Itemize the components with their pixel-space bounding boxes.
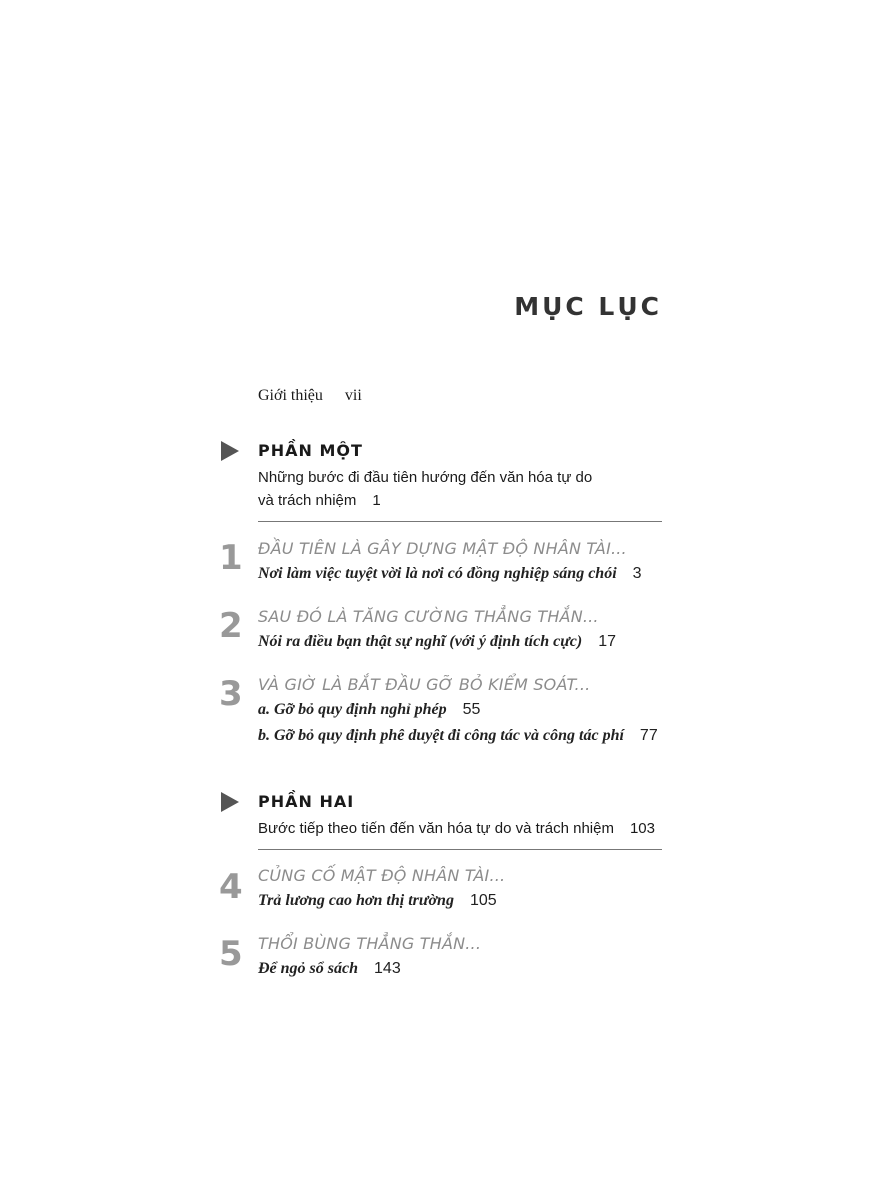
chapter-subtitle [258,960,401,978]
chapter-subtitle-b [258,727,658,745]
page-title: MỤC LỤC [514,292,662,321]
intro-page-number: vii [344,387,362,404]
chapter-number: 4 [219,867,243,907]
chapter-number: 1 [219,538,243,578]
part-one-title: PHẦN MỘT [258,441,363,460]
chapter-subtitle-text: Nơi làm việc tuyệt vời là nơi có đồng nghiệp sáng chói [258,565,617,582]
toc-entry-introduction [258,387,362,405]
chapter-subtitle-text: Trả lương cao hơn thị trường [258,892,454,909]
chapter-heading: THỔI BÙNG THẲNG THẮN... [258,934,482,953]
part-one-subtitle-line1: Những bước đi đầu tiên hướng đến văn hóa tự do [258,469,593,486]
part-one-subtitle [258,466,592,512]
chapter-page-number: 105 [469,892,497,909]
chapter-number: 3 [219,674,243,714]
part-two-title: PHẦN HAI [258,792,355,811]
chapter-page-number: 77 [639,727,658,744]
part-one-page-number: 1 [372,492,381,509]
chapter-page-number: 3 [632,565,642,582]
part-two-subtitle-text: Bước tiếp theo tiến đến văn hóa tự do và trách nhiệm [258,820,614,837]
chapter-subtitle-a [258,701,480,719]
part-two-subtitle [258,817,655,840]
chapter-page-number: 17 [598,633,617,650]
chapter-number: 5 [219,934,243,974]
part-one-subtitle-line2 [258,489,592,512]
section-divider [258,849,662,850]
chapter-subtitle [258,633,616,651]
part-marker-icon [221,441,239,461]
chapter-heading: CỦNG CỐ MẬT ĐỘ NHÂN TÀI... [258,866,506,885]
chapter-subtitle [258,892,497,910]
chapter-number: 2 [219,606,243,646]
chapter-page-number: 55 [462,701,481,718]
chapter-subtitle-text: Nói ra điều bạn thật sự nghĩ (với ý định tích cực) [258,633,583,650]
part-two-page-number: 103 [629,820,655,837]
chapter-subtitle-text: Để ngỏ sổ sách [258,960,359,977]
chapter-heading: VÀ GIỜ LÀ BẮT ĐẦU GỠ BỎ KIỂM SOÁT... [258,675,591,694]
chapter-subtitle-text: a. Gỡ bỏ quy định nghỉ phép [258,701,447,718]
section-divider [258,521,662,522]
part-marker-icon [221,792,239,812]
chapter-page-number: 143 [374,960,401,977]
chapter-subtitle [258,565,642,583]
chapter-subtitle-text: b. Gỡ bỏ quy định phê duyệt đi công tác và công tác phí [258,727,624,744]
chapter-heading: SAU ĐÓ LÀ TĂNG CƯỜNG THẲNG THẮN... [258,607,599,626]
chapter-heading: ĐẦU TIÊN LÀ GÂY DỰNG MẬT ĐỘ NHÂN TÀI... [258,539,627,558]
part-one-subtitle-line2-text: và trách nhiệm [258,492,357,509]
intro-label: Giới thiệu [258,387,323,404]
